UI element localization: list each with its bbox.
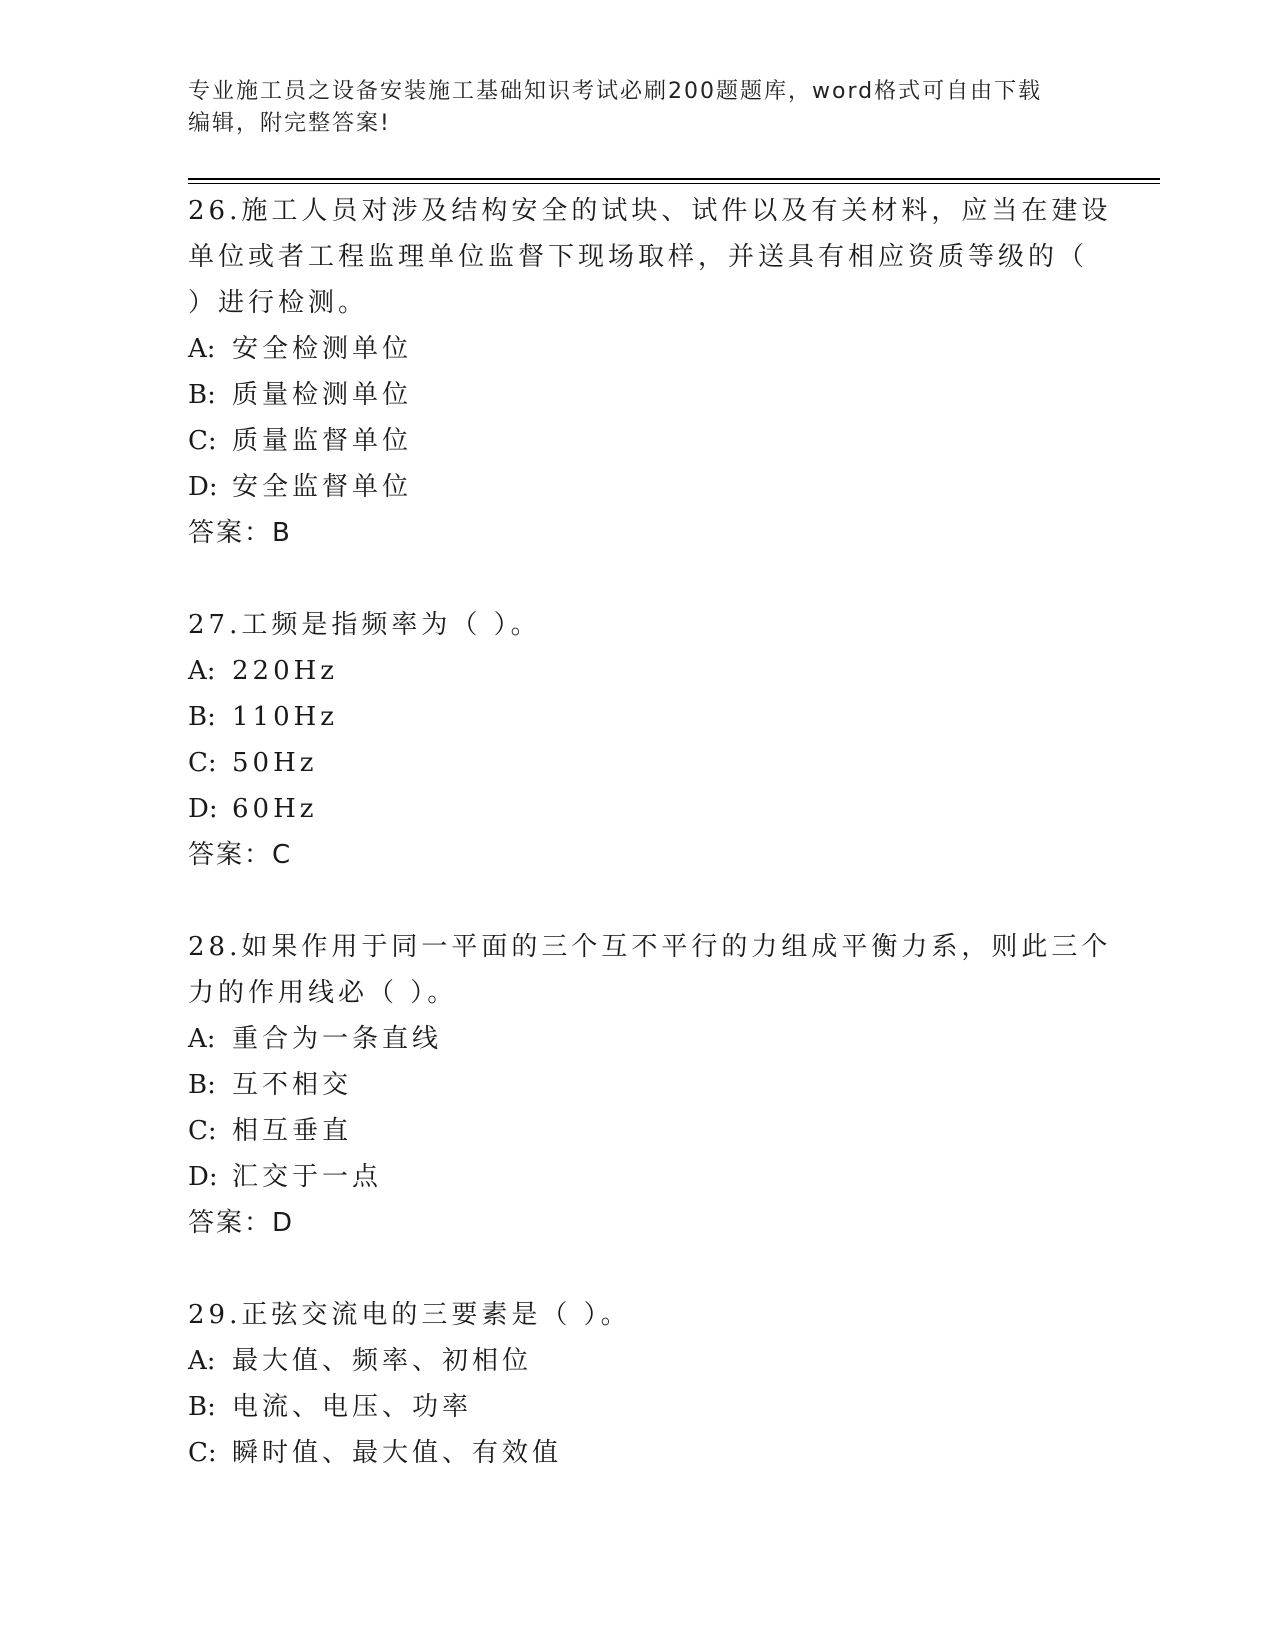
question-27-text-line-1: 27.工频是指频率为（ ）。 — [188, 610, 541, 640]
question-28-option-c — [188, 1108, 1088, 1154]
header-title-line-1: 专业施工员之设备安装施工基础知识考试必刷200题题库，word格式可自由下载 — [188, 79, 1043, 104]
option-key: A: — [188, 1346, 216, 1376]
question-spacer — [188, 878, 1088, 924]
question-29-option-a — [188, 1338, 1088, 1384]
option-text: 瞬时值、最大值、有效值 — [232, 1438, 563, 1468]
option-key: D: — [188, 794, 218, 824]
option-text: 质量监督单位 — [232, 426, 413, 456]
option-key: B: — [188, 702, 216, 732]
option-text: 质量检测单位 — [232, 380, 413, 410]
question-28-option-d — [188, 1154, 1088, 1200]
question-28-text-line-2: 力的作用线必（ ）。 — [188, 978, 458, 1008]
option-key: B: — [188, 1070, 216, 1100]
option-key: D: — [188, 472, 218, 502]
option-text: 重合为一条直线 — [232, 1024, 443, 1054]
header-divider-thin — [188, 183, 1160, 184]
question-26-option-a — [188, 326, 1088, 372]
question-29-option-c — [188, 1430, 1088, 1476]
option-text: 220Hz — [232, 656, 338, 686]
option-key: B: — [188, 1392, 216, 1422]
header-title-line-2: 编辑，附完整答案! — [188, 111, 391, 136]
question-27-option-b — [188, 694, 1088, 740]
document-header — [188, 76, 1088, 140]
question-26-text-line-3: ）进行检测。 — [188, 288, 369, 318]
question-26-text-line-2: 单位或者工程监理单位监督下现场取样，并送具有相应资质等级的（ — [188, 242, 1089, 272]
question-27 — [188, 602, 1088, 878]
option-text: 50Hz — [232, 748, 318, 778]
header-divider-thick — [188, 178, 1160, 180]
question-28-text-line-1: 28.如果作用于同一平面的三个互不平行的力组成平衡力系，则此三个 — [188, 932, 1112, 962]
question-27-option-d — [188, 786, 1088, 832]
option-key: C: — [188, 1438, 217, 1468]
option-text: 110Hz — [232, 702, 338, 732]
option-text: 最大值、频率、初相位 — [232, 1346, 533, 1376]
question-28-answer: 答案：D — [188, 1208, 295, 1238]
option-key: B: — [188, 380, 216, 410]
option-key: C: — [188, 426, 217, 456]
question-29 — [188, 1292, 1088, 1476]
question-29-text-line-1: 29.正弦交流电的三要素是（ ）。 — [188, 1300, 631, 1330]
option-text: 相互垂直 — [232, 1116, 353, 1146]
question-27-answer: 答案：C — [188, 840, 293, 870]
question-26 — [188, 188, 1112, 556]
question-27-option-c — [188, 740, 1088, 786]
question-28 — [188, 924, 1112, 1246]
option-text: 安全检测单位 — [232, 334, 413, 364]
question-spacer — [188, 1246, 1088, 1292]
option-key: D: — [188, 1162, 218, 1192]
option-text: 电流、电压、功率 — [232, 1392, 473, 1422]
question-spacer — [188, 556, 1088, 602]
question-26-option-b — [188, 372, 1088, 418]
option-text: 安全监督单位 — [232, 472, 413, 502]
option-key: A: — [188, 334, 216, 364]
question-28-option-a — [188, 1016, 1088, 1062]
option-key: C: — [188, 748, 217, 778]
question-26-answer: 答案：B — [188, 518, 292, 548]
option-key: A: — [188, 1024, 216, 1054]
question-29-option-b — [188, 1384, 1088, 1430]
question-27-option-a — [188, 648, 1088, 694]
question-26-option-d — [188, 464, 1088, 510]
question-list — [188, 188, 1112, 1476]
option-text: 互不相交 — [232, 1070, 353, 1100]
option-text: 汇交于一点 — [232, 1162, 383, 1192]
question-26-option-c — [188, 418, 1088, 464]
question-28-option-b — [188, 1062, 1088, 1108]
option-text: 60Hz — [232, 794, 318, 824]
option-key: A: — [188, 656, 216, 686]
question-26-text-line-1: 26.施工人员对涉及结构安全的试块、试件以及有关材料，应当在建设 — [188, 196, 1112, 226]
option-key: C: — [188, 1116, 217, 1146]
